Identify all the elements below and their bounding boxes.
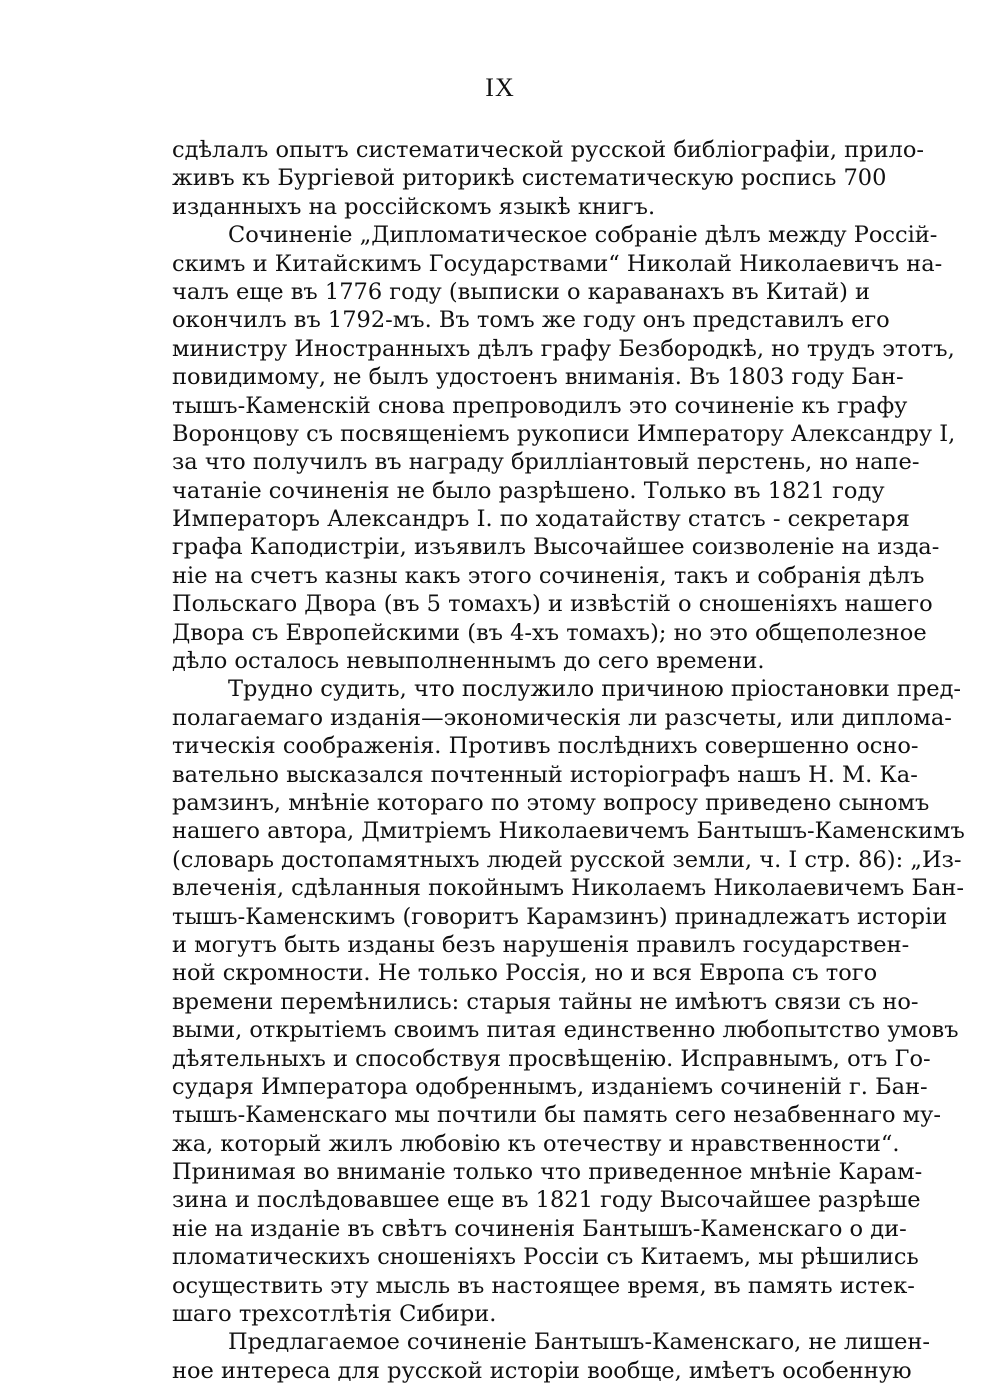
text-line: Императоръ Александръ I. по ходатайству статсъ - секретаря bbox=[172, 506, 910, 533]
text-line: полагаемаго изданія—экономическія ли разсчеты, или диплома- bbox=[172, 704, 952, 731]
text-line: тическія соображенія. Противъ послѣднихъ совершенно осно- bbox=[172, 733, 919, 760]
text-line: министру Иностранныхъ дѣлъ графу Безбородкѣ, но трудъ этотъ, bbox=[172, 335, 955, 362]
text-line: ное интереса для русской исторіи вообще, имѣетъ особенную bbox=[172, 1357, 912, 1384]
text-line: Сочиненіе „Дипломатическое собраніе дѣлъ между Россій- bbox=[228, 222, 938, 249]
text-line: шаго трехсотлѣтія Сибири. bbox=[172, 1301, 497, 1328]
text-line: Польскаго Двора (въ 5 томахъ) и извѣстій о сношеніяхъ нашего bbox=[172, 591, 933, 618]
text-line: зина и послѣдовавшее еще въ 1821 году Высочайшее разрѣше bbox=[172, 1187, 921, 1214]
text-line: ніе на счетъ казны какъ этого сочиненія, такъ и собранія дѣлъ bbox=[172, 562, 925, 589]
text-line: тышъ-Каменскимъ (говоритъ Карамзинъ) принадлежатъ исторіи bbox=[172, 903, 948, 930]
text-line: за что получилъ въ награду бриллiантовый перстень, но напе- bbox=[172, 449, 920, 476]
text-line: дѣятельныхъ и способствуя просвѣщенію. Исправнымъ, отъ Го- bbox=[172, 1045, 931, 1072]
text-line: чатаніе сочиненія не было разрѣшено. Только въ 1821 году bbox=[172, 477, 885, 504]
text-line: жа, который жилъ любовію къ отечеству и нравственности“. bbox=[172, 1130, 900, 1157]
text-line: скимъ и Китайскимъ Государствами“ Николай Николаевичъ на- bbox=[172, 250, 943, 277]
text-line: Воронцову съ посвященіемъ рукописи Императору Александру I, bbox=[172, 420, 956, 447]
text-line: сударя Императора одобреннымъ, изданіемъ сочиненій г. Бан- bbox=[172, 1073, 928, 1100]
text-line: повидимому, не былъ удостоенъ вниманія. Въ 1803 году Бан- bbox=[172, 364, 904, 391]
text-line: чалъ еще въ 1776 году (выписки о караванахъ въ Китай) и bbox=[172, 278, 871, 305]
text-line: вательно высказался почтенный исторіографъ нашъ Н. М. Ка- bbox=[172, 761, 918, 788]
text-line: графа Каподистріи, изъявилъ Высочайшее соизволеніе на изда- bbox=[172, 534, 940, 561]
text-line: изданныхъ на россійскомъ языкѣ книгъ. bbox=[172, 193, 656, 220]
text-line: осуществить эту мысль въ настоящее время, въ память истек- bbox=[172, 1272, 915, 1299]
text-line: рамзинъ, мнѣніе котораго по этому вопросу приведено сыномъ bbox=[172, 789, 930, 816]
text-line: сдѣлалъ опытъ систематической русской библіографіи, прило- bbox=[172, 137, 925, 163]
text-line: нашего автора, Дмитріемъ Николаевичемъ Бантышъ-Каменскимъ bbox=[172, 818, 965, 845]
text-line: Двора съ Европейскими (въ 4-хъ томахъ); но это общеполезное bbox=[172, 619, 927, 646]
page-number: IX bbox=[485, 73, 515, 102]
text-line: живъ къ Бургіевой риторикѣ систематическую роспись 700 bbox=[172, 165, 887, 192]
text-line: и могутъ быть изданы безъ нарушенія правилъ государствен- bbox=[172, 931, 910, 958]
text-line: ніе на изданіе въ свѣтъ сочиненія Бантышъ-Каменскаго о ди- bbox=[172, 1215, 907, 1242]
text-line: времени перемѣнились: старыя тайны не имѣютъ связи съ но- bbox=[172, 988, 919, 1015]
text-line: тышъ-Каменскій снова препроводилъ это сочиненіе къ графу bbox=[172, 392, 908, 419]
text-line: ной скромности. Не только Россія, но и вся Европа съ того bbox=[172, 960, 878, 987]
text-line: окончилъ въ 1792-мъ. Въ томъ же году онъ представилъ его bbox=[172, 307, 890, 334]
text-line: Принимая во вниманіе только что приведенное мнѣніе Карам- bbox=[172, 1159, 923, 1186]
text-line: (словарь достопамятныхъ людей русской земли, ч. I стр. 86): „Из- bbox=[172, 846, 962, 873]
text-line: тышъ-Каменскаго мы почтили бы память сего незабвеннаго му- bbox=[172, 1102, 941, 1129]
text-line: дѣло осталось невыполненнымъ до сего времени. bbox=[172, 648, 765, 675]
text-line: выми, открытіемъ своимъ питая единственно любопытство умовъ bbox=[172, 1017, 959, 1044]
text-line: Трудно судить, что послужило причиною пріостановки пред- bbox=[228, 676, 962, 703]
text-line: Предлагаемое сочиненіе Бантышъ-Каменскаго, не лишен- bbox=[228, 1329, 931, 1356]
body-text bbox=[172, 136, 965, 1385]
text-line: пломатическихъ сношеніяхъ Россіи съ Китаемъ, мы рѣшились bbox=[172, 1244, 919, 1271]
text-line: влеченія, сдѣланныя покойнымъ Николаемъ Николаевичемъ Бан- bbox=[172, 875, 964, 902]
